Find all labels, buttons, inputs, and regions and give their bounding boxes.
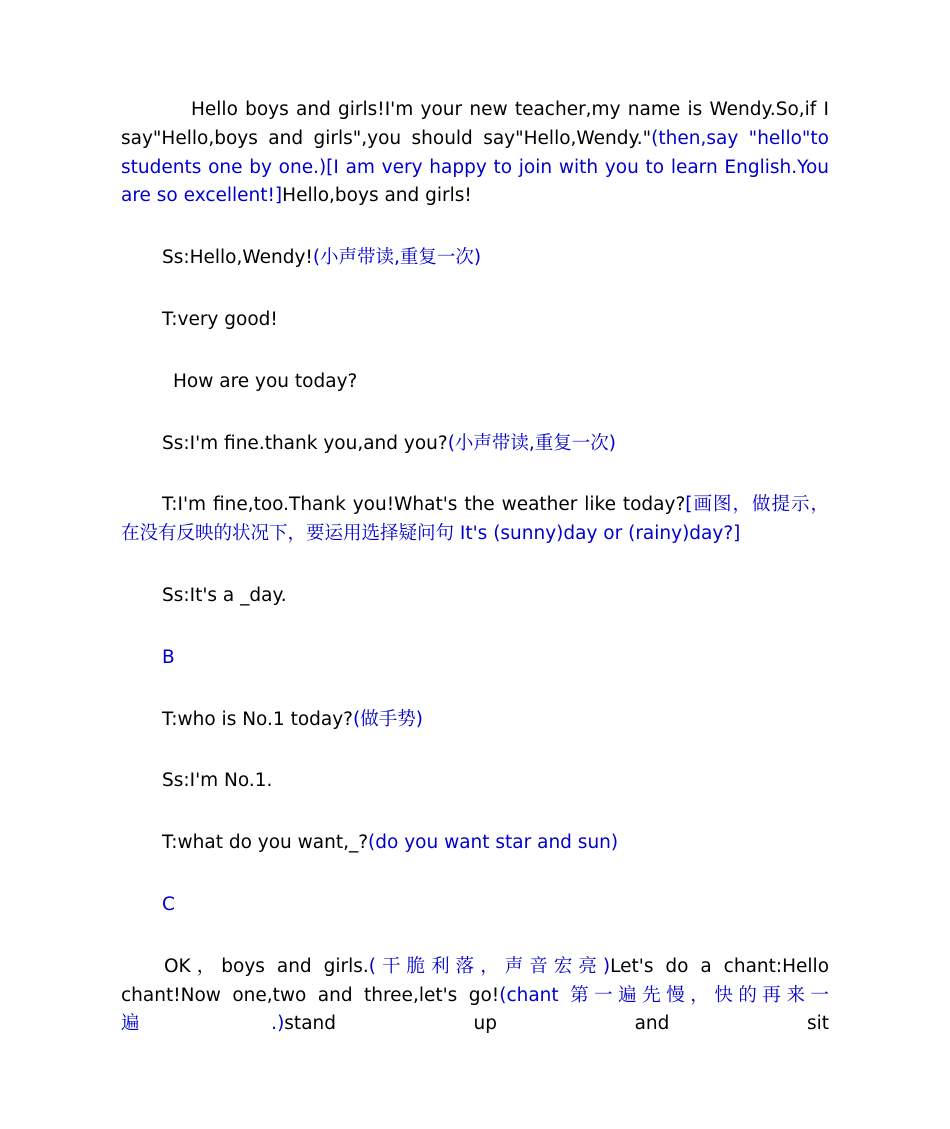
annotation-note: [画图，做提示，在没有反映的状况下，要运用选择疑问句 It's (sunny)day or (rainy)day?] [121,494,829,545]
paragraph-students-no1 [121,767,829,796]
section-label-c [121,891,829,920]
section-label-b [121,644,829,673]
annotation-note: (chant 第一遍先慢，快的再来一遍.) [121,984,830,1035]
paragraph-who-is-no1 [121,706,829,735]
annotation-note: (做手势) [353,708,423,730]
dialogue-line: T:who is No.1 today? [162,708,353,730]
paragraph-weather [121,491,829,549]
dialogue-line: OK，boys and girls. [164,955,369,977]
paragraph-students-day [121,582,829,611]
teacher-intro-text: Hello boys and girls!I'm your new teacher,my name is Wendy.So,if I say"Hello,boys and girls",you should say"Hello,Wendy." [121,99,829,149]
annotation-note: (小声带读,重复一次) [312,247,482,269]
paragraph-what-want [121,829,829,858]
annotation-note: (then,say "hello"to students one by one.)[I am very happy to join with you to learn English.You are so excellent!] [121,127,829,207]
paragraph-chant [121,953,829,1039]
paragraph-how-are-you [121,368,829,397]
paragraph-students-hello [121,244,829,273]
section-label: C [162,893,175,915]
dialogue-line: stand up and sit [284,1013,829,1035]
annotation-note: (小声带读,重复一次) [447,432,617,454]
dialogue-line: Let's do a chant:Hello chant!Now one,two and three,let's go! [121,955,830,1006]
dialogue-line: How are you today? [173,370,358,392]
dialogue-line: T:I'm fine,too.Thank you!What's the weather like today? [162,494,686,516]
dialogue-line: T:very good! [162,308,278,330]
dialogue-line: Ss:I'm fine.thank you,and you? [162,432,448,454]
greeting-text: Hello,boys and girls! [282,185,472,207]
dialogue-line: Ss:I'm No.1. [162,770,273,792]
document-page [121,96,829,1039]
annotation-note: (干脆利落，声音宏亮) [368,955,611,977]
dialogue-line: Ss:Hello,Wendy! [162,247,313,269]
paragraph-teacher-good [121,306,829,335]
dialogue-line: T:what do you want,_? [162,832,369,854]
paragraph-students-fine [121,430,829,459]
dialogue-line: Ss:It's a _day. [162,584,287,606]
section-label: B [162,646,175,668]
annotation-note: (do you want star and sun) [368,832,619,854]
paragraph-intro [121,96,829,211]
